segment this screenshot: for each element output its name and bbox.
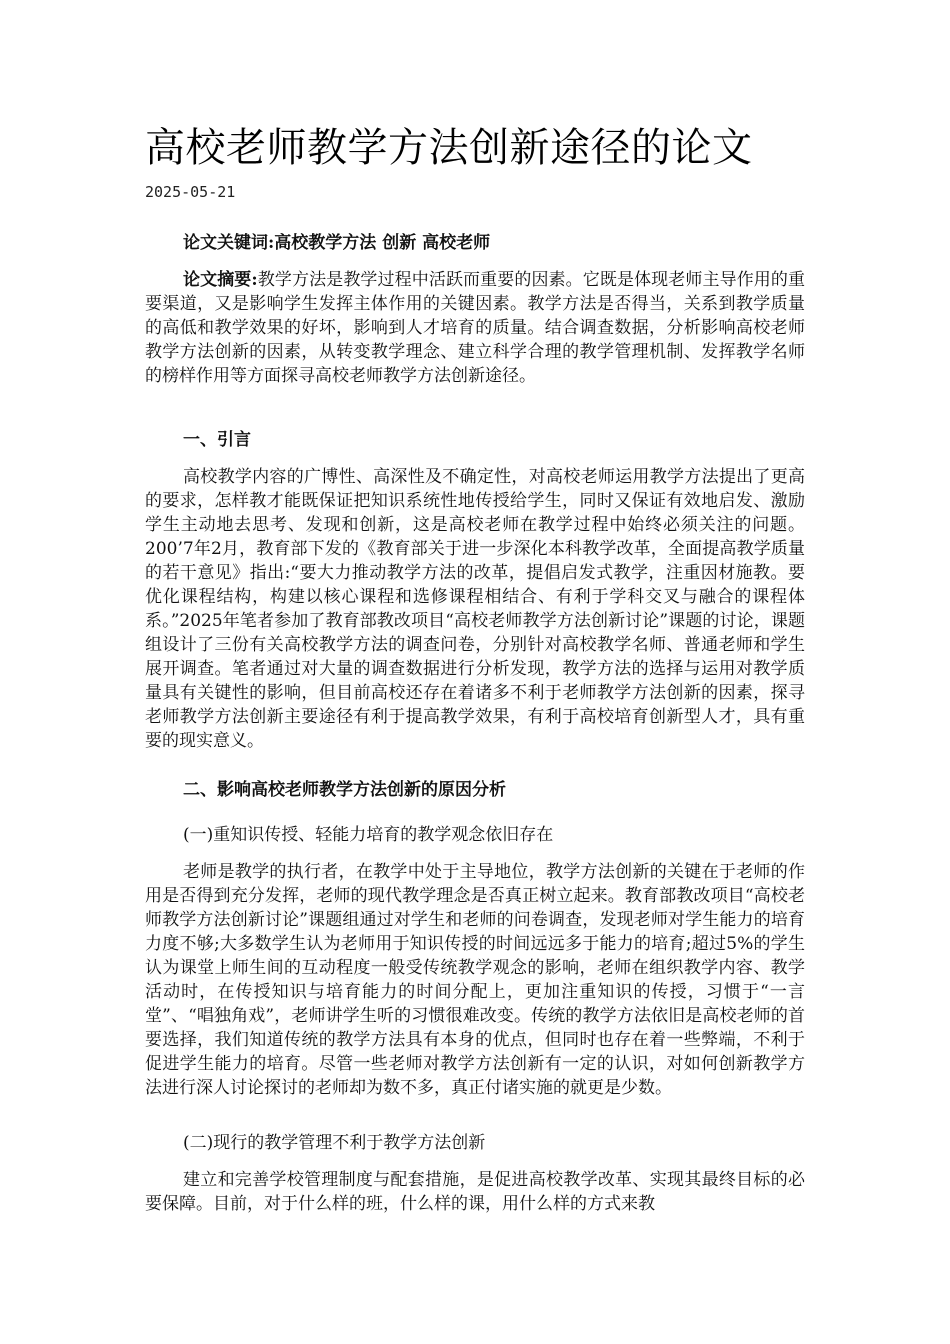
keywords-text: 高校教学方法 创新 高校老师 (274, 233, 491, 253)
document-title: 高校老师教学方法创新途径的论文 (145, 125, 753, 171)
subsection-1-paragraph: 老师是教学的执行者，在教学中处于主导地位，教学方法创新的关键在于老师的作用是否得到充分发挥，老师的现代教学理念是否真正树立起来。教育部教改项目“高校老师教学方法创新讨论”课题组通过对学生和老师的问卷调查，发现老师对学生能力的培育力度不够;大多数学生认为老师用于知识传授的时间远远多于能力的培育;超过5%的学生认为课堂上师生间的互动程度一般受传统教学观念的影响，老师在组织教学内容、教学活动时，在传授知识与培育能力的时间分配上，更加注重知识的传授，习惯于“一言堂”、“唱独角戏”，老师讲学生听的习惯很难改变。传统的教学方法依旧是高校老师的首要选择，我们知道传统的教学方法具有本身的优点，但同时也存在着一些弊端，不利于促进学生能力的培育。尽管一些老师对教学方法创新有一定的认识，对如何创新教学方法进行深人讨论探讨的老师却为数不多，真正付诸实施的就更是少数。 (145, 862, 805, 1098)
abstract-text: 教学方法是教学过程中活跃而重要的因素。它既是体现老师主导作用的重要渠道，又是影响学生发挥主体作用的关键因素。教学方法是否得当，关系到教学质量的高低和教学效果的好坏，影响到人才培育的质量。结合调查数据，分析影响高校老师教学方法创新的因素，从转变教学理念、建立科学合理的教学管理机制、发挥教学名师的榜样作用等方面探寻高校老师教学方法创新途径。 (145, 270, 806, 386)
abstract-label: 论文摘要: (183, 270, 258, 290)
subsection-heading-2: (二)现行的教学管理不利于教学方法创新 (183, 1133, 486, 1153)
abstract-paragraph (145, 268, 805, 388)
subsection-2-paragraph: 建立和完善学校管理制度与配套措施，是促进高校教学改革、实现其最终目标的必要保障。目前，对于什么样的班，什么样的课，用什么样的方式来教 (145, 1170, 805, 1214)
keywords-label: 论文关键词: (183, 233, 275, 253)
introduction-paragraph: 高校教学内容的广博性、高深性及不确定性，对高校老师运用教学方法提出了更高的要求，怎样教才能既保证把知识系统性地传授给学生，同时又保证有效地启发、激励学生主动地去思考、发现和创新，这是高校老师在教学过程中始终必须关注的问题。200’7年2月，教育部下发的《教育部关于进一步深化本科教学改革，全面提高教学质量的若干意见》指出:“要大力推动教学方法的改革，提倡启发式教学，注重因材施教。要优化课程结构，构建以核心课程和选修课程相结合、有利于学科交叉与融合的课程体系。”2025年笔者参加了教育部教改项目“高校老师教学方法创新讨论”课题的讨论，课题组设计了三份有关高校教学方法的调查问卷，分别针对高校教学名师、普通老师和学生展开调查。笔者通过对大量的调查数据进行分析发现，教学方法的选择与运用对教学质量具有关键性的影响，但目前高校还存在着诸多不利于老师教学方法创新的因素，探寻老师教学方法创新主要途径有利于提高教学效果，有利于高校培育创新型人才，具有重要的现实意义。 (145, 467, 805, 751)
keywords-line (183, 228, 490, 253)
section-heading-cause-analysis: 二、影响高校老师教学方法创新的原因分析 (183, 780, 506, 800)
publish-date: 2025-05-21 (145, 183, 236, 201)
section-heading-introduction: 一、引言 (183, 430, 251, 450)
subsection-heading-1: (一)重知识传授、轻能力培育的教学观念依旧存在 (183, 825, 554, 845)
